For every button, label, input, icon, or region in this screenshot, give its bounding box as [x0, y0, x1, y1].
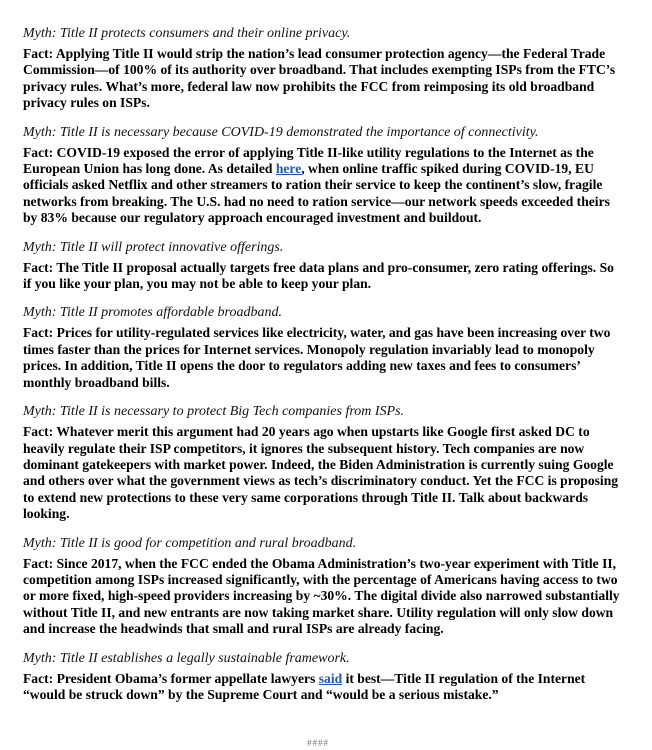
fact-text-part: , when online traffic spiked during COVID-19, EU officials asked Netflix and other streamers to ration their service to keep the continent’s slow, fragile networks from breaking. The U.S. had no need to ration service—our network speeds exceeded theirs by 83% because our regulatory approach encouraged investment and buildout.	[23, 161, 610, 226]
here-link[interactable]: here	[275, 161, 302, 177]
myth-fact-innovative	[23, 239, 623, 293]
myth-fact-legal	[23, 650, 623, 704]
fact-text: Fact: Prices for utility-regulated services like electricity, water, and gas have been increasing over two times faster than the prices for Internet services. Monopoly regulation invariably lead to monopoly prices. In addition, Title II opens the door to regulators adding new taxes and fees to consumers’ monthly broadband bills.	[23, 325, 611, 390]
myth-fact-affordable	[23, 304, 623, 391]
fact-text: Fact: The Title II proposal actually targets free data plans and pro-consumer, zero rating offerings. So if you like your plan, you may not be able to keep your plan.	[23, 259, 614, 292]
fact-text: Fact: Since 2017, when the FCC ended the Obama Administration’s two-year experiment with Title II, competition among ISPs increased significantly, with the percentage of Americans having access to two or more fixed, high-speed providers increasing by ~30%. The digital divide also narrowed substantially without Title II, and new entrants are now taking market share. Utility regulation will only slow down and increase the headwinds that small and rural ISPs are already facing.	[23, 555, 620, 637]
myth-text: Myth: Title II will protect innovative offerings.	[23, 239, 284, 255]
myth-text: Myth: Title II is necessary because COVID-19 demonstrated the importance of connectivity.	[23, 124, 539, 140]
document-body	[23, 25, 623, 715]
fact-text: Fact: Whatever merit this argument had 20 years ago when upstarts like Google first asked DC to heavily regulate their ISP competitors, it ignores the subsequent history. Tech companies are now dominant gatekeepers with market power. Indeed, the Biden Administration is currently suing Google and others over what the government views as tech’s discriminatory conduct. Yet the FCC is proposing to extend new protections to these very same corporations through Title II. Talk about backwards looking.	[23, 424, 619, 522]
fact-text	[23, 671, 623, 704]
said-link[interactable]: said	[318, 670, 343, 686]
page-footer-mark: ####	[307, 738, 329, 748]
fact-text	[23, 145, 623, 227]
fact-text-part: it best—Title II regulation of the Internet “would be struck down” by the Supreme Court and “would be a serious mistake.”	[23, 670, 586, 702]
myth-fact-big-tech	[23, 403, 623, 522]
myth-text: Myth: Title II protects consumers and their online privacy.	[23, 26, 351, 41]
myth-text: Myth: Title II establishes a legally sustainable framework.	[23, 650, 350, 666]
fact-text-part: Fact: President Obama’s former appellate lawyers	[23, 670, 319, 686]
myth-fact-competition	[23, 535, 623, 638]
myth-text: Myth: Title II is necessary to protect Big Tech companies from ISPs.	[23, 404, 405, 420]
fact-text: Fact: Applying Title II would strip the nation’s lead consumer protection agency—the Federal Trade Commission—of 100% of its authority over broadband. That includes exempting ISPs from the FTC’s privacy rules. What’s more, federal law now prohibits the FCC from reimposing its old broadband privacy rules on ISPs.	[23, 46, 616, 111]
fact-text-part: Fact: COVID-19 exposed the error of applying Title II-like utility regulations to the Internet as the European Union has long done. As detailed	[23, 144, 594, 177]
myth-text: Myth: Title II promotes affordable broadband.	[23, 305, 282, 321]
myth-fact-privacy	[23, 25, 623, 112]
myth-fact-covid	[23, 124, 623, 227]
myth-text: Myth: Title II is good for competition and rural broadband.	[23, 535, 357, 551]
